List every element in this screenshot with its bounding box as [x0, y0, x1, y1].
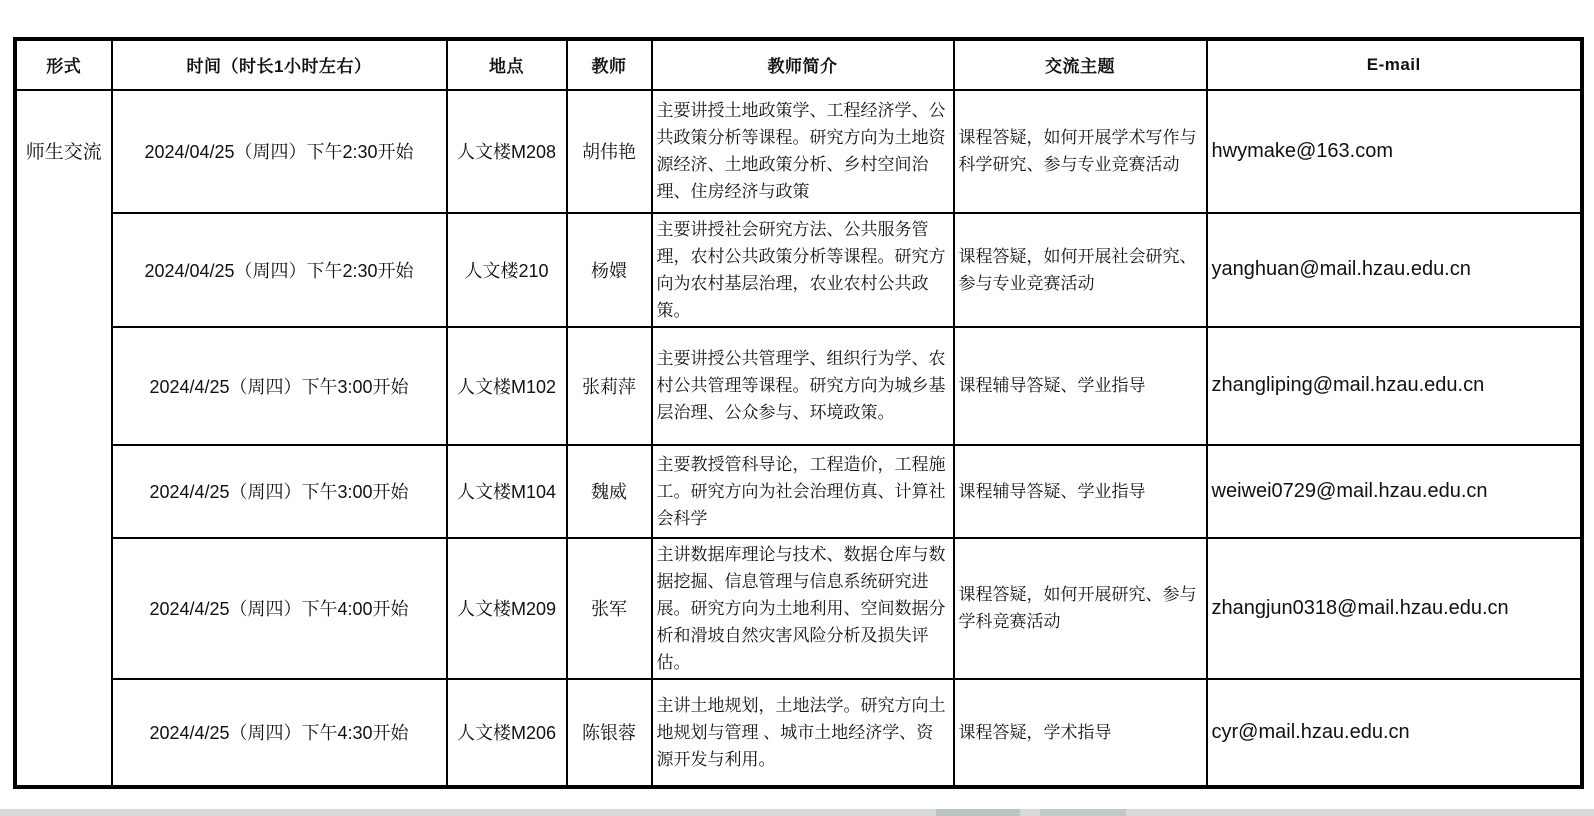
email-cell: yanghuan@mail.hzau.edu.cn	[1207, 213, 1582, 327]
location-cell: 人文楼M209	[447, 538, 567, 679]
location-cell: 人文楼M104	[447, 445, 567, 538]
table-row	[16, 90, 1582, 213]
header-cell-email: E-mail	[1207, 40, 1582, 90]
intro-cell: 主讲数据库理论与技术、数据仓库与数据挖掘、信息管理与信息系统研究进展。研究方向为土地利用、空间数据分析和滑坡自然灾害风险分析及损失评估。	[652, 538, 954, 679]
email-cell: weiwei0729@mail.hzau.edu.cn	[1207, 445, 1582, 538]
header-cell-format: 形式	[16, 40, 112, 90]
teacher-student-exchange-table	[14, 38, 1583, 788]
intro-cell: 主要讲授公共管理学、组织行为学、农村公共管理等课程。研究方向为城乡基层治理、公众参与、环境政策。	[652, 327, 954, 445]
teacher-cell: 张军	[567, 538, 652, 679]
email-cell: cyr@mail.hzau.edu.cn	[1207, 679, 1582, 787]
topic-cell: 课程答疑，如何开展社会研究、参与专业竞赛活动	[954, 213, 1207, 327]
location-cell: 人文楼M206	[447, 679, 567, 787]
header-row	[16, 40, 1582, 90]
location-cell: 人文楼210	[447, 213, 567, 327]
time-cell: 2024/04/25（周四）下午2:30开始	[112, 90, 447, 213]
intro-cell: 主要教授管科导论，工程造价，工程施工。研究方向为社会治理仿真、计算社会科学	[652, 445, 954, 538]
table-row	[16, 327, 1582, 445]
time-cell: 2024/4/25（周四）下午3:00开始	[112, 327, 447, 445]
horizontal-scrollbar-thumb[interactable]	[936, 809, 1020, 816]
table-row	[16, 213, 1582, 327]
header-cell-time: 时间（时长1小时左右）	[112, 40, 447, 90]
location-cell: 人文楼M208	[447, 90, 567, 213]
teacher-cell: 胡伟艳	[567, 90, 652, 213]
location-cell: 人文楼M102	[447, 327, 567, 445]
topic-cell: 课程答疑，如何开展研究、参与学科竞赛活动	[954, 538, 1207, 679]
teacher-cell: 张莉萍	[567, 327, 652, 445]
topic-cell: 课程辅导答疑、学业指导	[954, 327, 1207, 445]
horizontal-scrollbar-track[interactable]	[0, 809, 1594, 816]
email-cell: zhangliping@mail.hzau.edu.cn	[1207, 327, 1582, 445]
teacher-cell: 陈银蓉	[567, 679, 652, 787]
table-row	[16, 445, 1582, 538]
email-cell: zhangjun0318@mail.hzau.edu.cn	[1207, 538, 1582, 679]
header-cell-location: 地点	[447, 40, 567, 90]
topic-cell: 课程答疑，学术指导	[954, 679, 1207, 787]
table-row	[16, 538, 1582, 679]
email-cell: hwymake@163.com	[1207, 90, 1582, 213]
teacher-cell: 杨嬛	[567, 213, 652, 327]
horizontal-scrollbar-thumb-secondary[interactable]	[1040, 809, 1126, 816]
time-cell: 2024/4/25（周四）下午3:00开始	[112, 445, 447, 538]
time-cell: 2024/04/25（周四）下午2:30开始	[112, 213, 447, 327]
table-row	[16, 679, 1582, 787]
topic-cell: 课程辅导答疑、学业指导	[954, 445, 1207, 538]
intro-cell: 主要讲授社会研究方法、公共服务管理，农村公共政策分析等课程。研究方向为农村基层治理，农业农村公共政策。	[652, 213, 954, 327]
time-cell: 2024/4/25（周四）下午4:00开始	[112, 538, 447, 679]
intro-cell: 主要讲授土地政策学、工程经济学、公共政策分析等课程。研究方向为土地资源经济、土地政策分析、乡村空间治理、住房经济与政策	[652, 90, 954, 213]
format-merged-cell: 师生交流	[16, 90, 112, 787]
header-cell-intro: 教师简介	[652, 40, 954, 90]
header-cell-topic: 交流主题	[954, 40, 1207, 90]
header-cell-teacher: 教师	[567, 40, 652, 90]
intro-cell: 主讲土地规划，土地法学。研究方向土地规划与管理 、城市土地经济学、资源开发与利用。	[652, 679, 954, 787]
teacher-cell: 魏威	[567, 445, 652, 538]
time-cell: 2024/4/25（周四）下午4:30开始	[112, 679, 447, 787]
topic-cell: 课程答疑，如何开展学术写作与科学研究、参与专业竞赛活动	[954, 90, 1207, 213]
